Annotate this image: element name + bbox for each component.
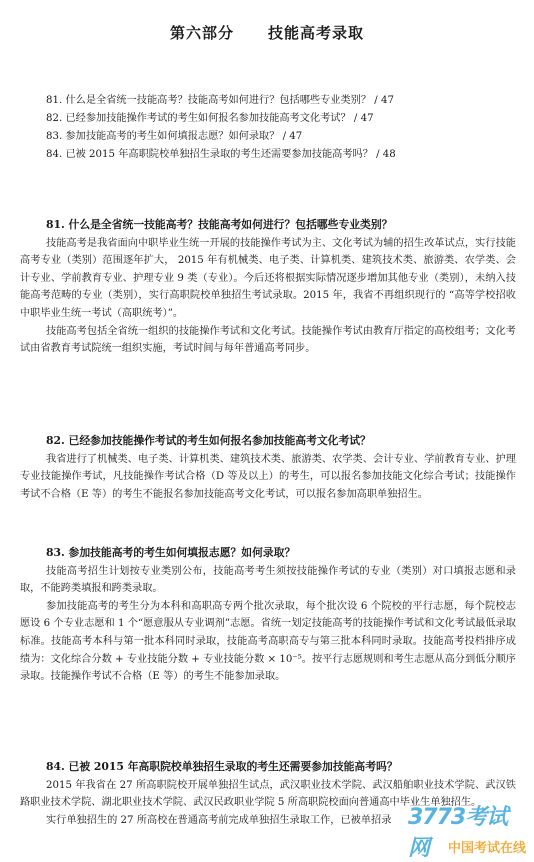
part-title: 技能高考录取 xyxy=(268,24,365,42)
question-81 xyxy=(20,216,516,358)
toc-item[interactable]: 83. 参加技能高考的考生如何填报志愿？如何录取？ / 47 xyxy=(46,131,303,142)
paragraph: 参加技能高考的考生分为本科和高职高专两个批次录取，每个批次设 6 个院校的平行志愿，每个院校志愿设 6 个专业志愿和 1 个“愿意服从专业调剂”志愿。省统一划定技能高考的技能操作考试和文化考试最低录取标准。技能高考本科与第一批本科同时录取，技能高考高职高专与第三批本科同时录取。技能高考投档排序成绩为：文化综合分数 + 专业技能分数 + 专业技能分数 × 10⁻⁵。按平行志愿规则和考生志愿从高分到低分顺序录取。技能操作考试不合格（E 等）的考生不能参加录取。 xyxy=(20,600,516,683)
watermark-subtitle: 中国考试在线 xyxy=(447,841,526,856)
site-watermark xyxy=(408,800,528,861)
paragraph: 技能高考是我省面向中职毕业生统一开展的技能操作考试为主、文化考试为辅的招生改革试点，实行技能高考专业（类别）范围逐年扩大， 2015 年有机械类、电子类、计算机类、建筑技术类、旅游类、农学类、会计专业、学前教育专业、护理专业 9 类（专业）。今后还将根据实际情况逐步增加其他专业（类别），未纳入技能高考范畴的专业（类别），实行高职院校单独招生考试录取。2015 年，我省不再组织现行的 “高等学校招收中职毕业生统一考试（高职统考）”。 xyxy=(20,237,516,319)
toc-item[interactable]: 81. 什么是全省统一技能高考？技能高考如何进行？包括哪些专业类别？ / 47 xyxy=(46,95,394,106)
page-title xyxy=(0,22,534,43)
paragraph: 实行单独招生的 27 所高校在普通高考前完成单独招生录取工作，已被单招录 xyxy=(46,814,392,826)
watermark-logo: 3773考试网 xyxy=(408,805,508,861)
part-label: 第六部分 xyxy=(169,24,234,42)
question-heading: 81. 什么是全省统一技能高考？技能高考如何进行？包括哪些专业类别？ xyxy=(46,218,393,231)
question-heading: 82. 已经参加技能操作考试的考生如何报名参加技能高考文化考试？ xyxy=(46,434,371,447)
toc-item[interactable]: 84. 已被 2015 年高职院校单独招生录取的考生还需要参加技能高考吗？ / 48 xyxy=(46,149,396,160)
question-83 xyxy=(20,544,516,686)
question-82 xyxy=(20,432,516,503)
question-heading: 84. 已被 2015 年高职院校单独招生录取的考生还需要参加技能高考吗？ xyxy=(46,760,398,773)
paragraph: 技能高考招生计划按专业类别公布，技能高考考生须按技能操作考试的专业（类别）对口填报志愿和录取，不能跨类填报和跨类录取。 xyxy=(20,565,516,595)
question-heading: 83. 参加技能高考的考生如何填报志愿？如何录取？ xyxy=(46,546,296,559)
paragraph: 我省进行了机械类、电子类、计算机类、建筑技术类、旅游类、农学类、会计专业、学前教育专业、护理专业技能操作考试，凡技能操作考试合格（D 等及以上）的考生，可以报名参加技能文化综合考试；技能操作考试不合格（E 等）的考生不能报名参加技能高考文化考试，可以报名参加高职单独招生。 xyxy=(20,453,516,500)
paragraph: 技能高考包括全省统一组织的技能操作考试和文化考试。技能操作考试由教育厅指定的高校组考；文化考试由省教育考试院统一组织实施，考试时间与每年普通高考同步。 xyxy=(20,325,516,355)
toc-item[interactable]: 82. 已经参加技能操作考试的考生如何报名参加技能高考文化考试？ / 47 xyxy=(46,113,374,124)
table-of-contents xyxy=(20,92,520,164)
paragraph: 2015 年我省在 27 所高职院校开展单独招生试点，武汉职业技术学院、武汉船舶职业技术学院、武汉铁路职业技术学院、湖北职业技术学院、武汉民政职业学院 5 所高职院校面向普通高中毕业生单独招生。 xyxy=(20,779,516,809)
